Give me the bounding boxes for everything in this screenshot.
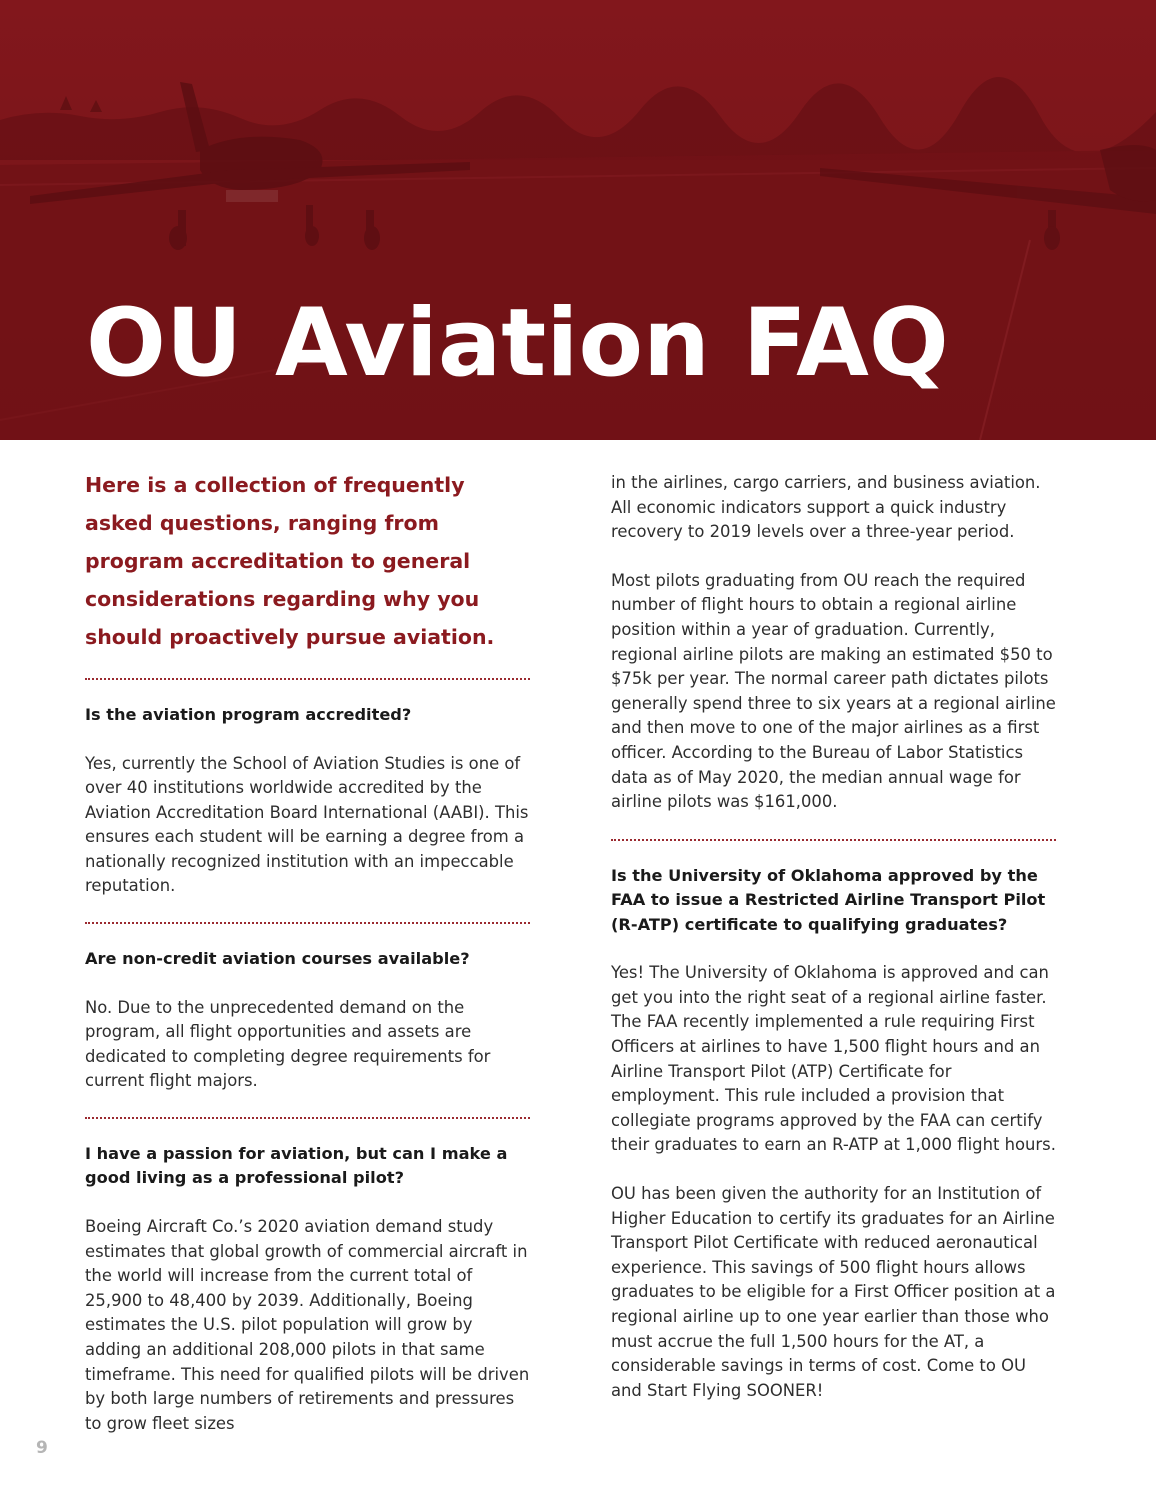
page-number: 9 [36, 1438, 48, 1458]
section-divider [85, 1117, 530, 1119]
faq-question-noncredit: Are non-credit aviation courses available? [85, 949, 470, 969]
intro-text: Here is a collection of frequently asked questions, ranging from program accreditation to general considerations regarding why you should proactively pursue aviation. [85, 473, 495, 649]
faq-question-career: I have a passion for aviation, but can I make a good living as a professional pilot? [85, 1143, 508, 1188]
left-column [85, 470, 530, 1436]
faq-question-ratp: Is the University of Oklahoma approved by the FAA to issue a Restricted Airline Transport Pilot (R-ATP) certificate to qualifying graduates? [611, 865, 1046, 934]
faq-answer-ratp-part1: Yes! The University of Oklahoma is approved and can get you into the right seat of a regional airline faster. The FAA recently implemented a rule requiring First Officers at airlines to have 1,500 flight hours and an Airline Transport Pilot (ATP) Certificate for employment. This rule included a provision that collegiate programs approved by the FAA can certify their graduates to earn an R-ATP at 1,000 flight hours. [611, 963, 1056, 1155]
faq-answer-career-salary: Most pilots graduating from OU reach the required number of flight hours to obtain a regional airline position within a year of graduation. Currently, regional airline pilots are making an estimated $50 to $75k per year. The normal career path dictates pilots generally spend three to six years at a regional airline and then move to one of the major airlines as a first officer. According to the Bureau of Labor Statistics data as of May 2020, the median annual wage for airline pilots was $161,000. [611, 570, 1056, 812]
right-column [611, 471, 1056, 1403]
page-title: OU Aviation FAQ [86, 289, 949, 398]
section-divider [85, 678, 530, 680]
section-divider [85, 922, 530, 924]
faq-answer-accreditation: Yes, currently the School of Aviation Studies is one of over 40 institutions worldwide accredited by the Aviation Accreditation Board International (AABI). This ensures each student will be earning a degree from a nationally recognized institution with an impeccable reputation. [85, 753, 529, 896]
faq-question-accreditation: Is the aviation program accredited? [85, 705, 412, 724]
faq-answer-ratp-part2: OU has been given the authority for an Institution of Higher Education to certify its graduates for an Airline Transport Pilot Certificate with reduced aeronautical experience. This savings of 500 flight hours allows graduates to be eligible for a First Officer position at a regional airline up to one year earlier than those who must accrue the full 1,500 hours for the AT, a considerable savings in terms of cost. Come to OU and Start Flying SOONER! [611, 1183, 1056, 1400]
faq-answer-noncredit: No. Due to the unprecedented demand on the program, all flight opportunities and assets are dedicated to completing degree requirements for current flight majors. [85, 997, 491, 1091]
faq-answer-career-part2: in the airlines, cargo carriers, and business aviation. All economic indicators support a quick industry recovery to 2019 levels over a three-year period. [611, 473, 1041, 542]
hero-banner [0, 0, 1156, 440]
section-divider [611, 839, 1056, 841]
faq-answer-career-part1: Boeing Aircraft Co.’s 2020 aviation demand study estimates that global growth of commercial aircraft in the world will increase from the current total of 25,900 to 48,400 by 2039. Additionally, Boeing estimates the U.S. pilot population will grow by adding an additional 208,000 pilots in that same timeframe. This need for qualified pilots will be driven by both large numbers of retirements and pressures to grow fleet sizes [85, 1216, 530, 1433]
